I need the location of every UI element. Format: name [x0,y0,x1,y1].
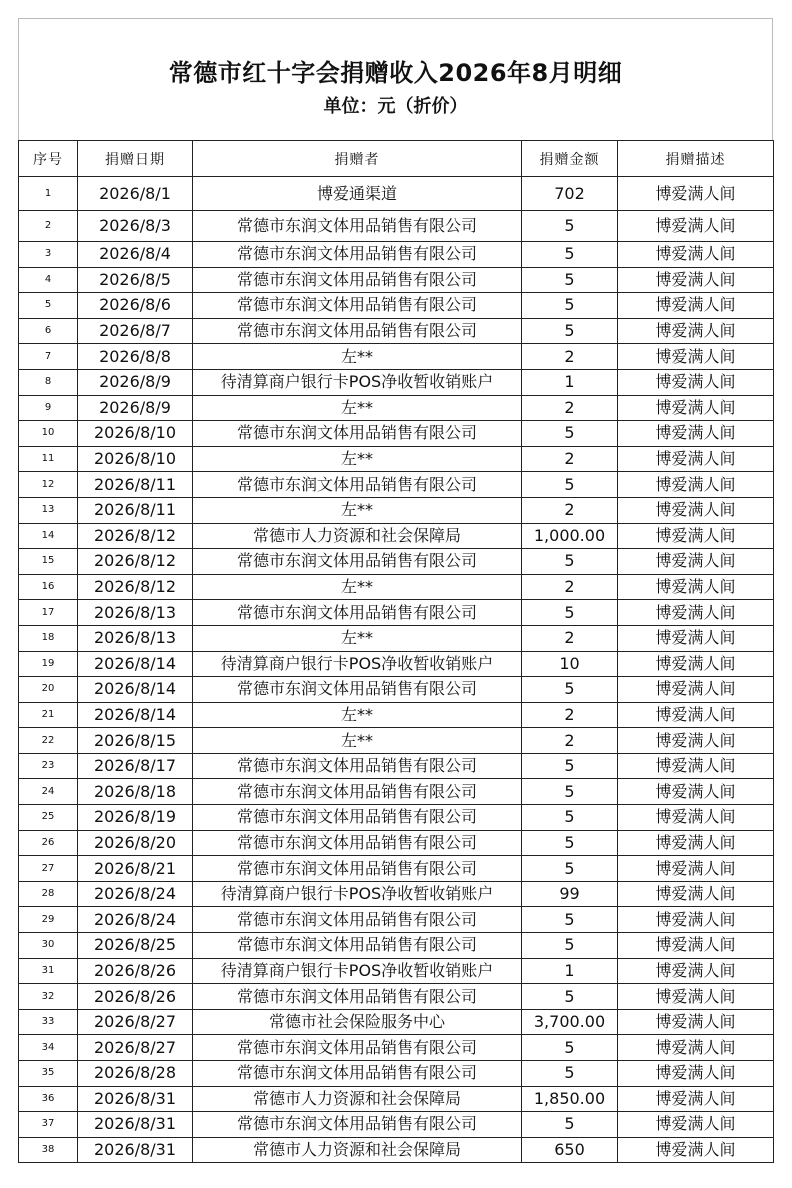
cell-date: 2026/8/7 [78,318,193,344]
cell-donor: 博爱通渠道 [193,177,522,211]
header-description: 捐赠描述 [618,141,774,177]
cell-description: 博爱满人间 [618,779,774,805]
table-row [19,600,774,626]
cell-amount: 2 [522,344,618,370]
cell-date: 2026/8/24 [78,907,193,933]
cell-date: 2026/8/4 [78,242,193,268]
cell-donor: 常德市东润文体用品销售有限公司 [193,933,522,959]
cell-index: 8 [19,369,78,395]
cell-donor: 常德市东润文体用品销售有限公司 [193,421,522,447]
cell-description: 博爱满人间 [618,702,774,728]
cell-donor: 常德市东润文体用品销售有限公司 [193,830,522,856]
cell-amount: 5 [522,421,618,447]
donation-table [18,140,774,1163]
cell-donor: 待清算商户银行卡POS净收暂收销账户 [193,651,522,677]
cell-index: 31 [19,958,78,984]
cell-index: 10 [19,421,78,447]
table-row [19,907,774,933]
table-row [19,472,774,498]
table-row [19,293,774,319]
table-row [19,984,774,1010]
cell-description: 博爱满人间 [618,523,774,549]
cell-amount: 2 [522,625,618,651]
cell-donor: 常德市东润文体用品销售有限公司 [193,211,522,242]
cell-date: 2026/8/18 [78,779,193,805]
cell-description: 博爱满人间 [618,1009,774,1035]
cell-description: 博爱满人间 [618,1137,774,1163]
cell-description: 博爱满人间 [618,293,774,319]
cell-date: 2026/8/3 [78,211,193,242]
cell-date: 2026/8/1 [78,177,193,211]
cell-index: 15 [19,549,78,575]
table-header-row [19,141,774,177]
cell-description: 博爱满人间 [618,1112,774,1138]
cell-amount: 5 [522,600,618,626]
cell-date: 2026/8/19 [78,805,193,831]
table-row [19,497,774,523]
cell-description: 博爱满人间 [618,1035,774,1061]
cell-date: 2026/8/28 [78,1061,193,1087]
cell-description: 博爱满人间 [618,395,774,421]
cell-date: 2026/8/20 [78,830,193,856]
cell-date: 2026/8/13 [78,600,193,626]
document-title: 常德市红十字会捐赠收入2026年8月明细 [168,59,623,87]
cell-date: 2026/8/26 [78,958,193,984]
cell-description: 博爱满人间 [618,881,774,907]
cell-donor: 待清算商户银行卡POS净收暂收销账户 [193,958,522,984]
cell-description: 博爱满人间 [618,497,774,523]
cell-donor: 常德市东润文体用品销售有限公司 [193,267,522,293]
cell-donor: 常德市东润文体用品销售有限公司 [193,1035,522,1061]
cell-description: 博爱满人间 [618,856,774,882]
cell-index: 29 [19,907,78,933]
cell-description: 博爱满人间 [618,805,774,831]
cell-date: 2026/8/8 [78,344,193,370]
cell-amount: 2 [522,702,618,728]
table-row [19,1009,774,1035]
table-row [19,753,774,779]
header-donor: 捐赠者 [193,141,522,177]
table-row [19,395,774,421]
cell-amount: 5 [522,549,618,575]
cell-donor: 常德市东润文体用品销售有限公司 [193,753,522,779]
cell-index: 35 [19,1061,78,1087]
cell-donor: 常德市东润文体用品销售有限公司 [193,549,522,575]
cell-index: 32 [19,984,78,1010]
table-row [19,421,774,447]
cell-description: 博爱满人间 [618,933,774,959]
cell-date: 2026/8/31 [78,1137,193,1163]
cell-donor: 常德市人力资源和社会保障局 [193,1086,522,1112]
cell-index: 6 [19,318,78,344]
cell-date: 2026/8/17 [78,753,193,779]
cell-description: 博爱满人间 [618,1061,774,1087]
table-row [19,651,774,677]
table-body [19,177,774,1163]
cell-donor: 常德市东润文体用品销售有限公司 [193,984,522,1010]
table-row [19,1112,774,1138]
cell-date: 2026/8/15 [78,728,193,754]
cell-amount: 99 [522,881,618,907]
cell-amount: 1,000.00 [522,523,618,549]
cell-donor: 常德市东润文体用品销售有限公司 [193,472,522,498]
table-row [19,856,774,882]
cell-date: 2026/8/31 [78,1112,193,1138]
cell-index: 9 [19,395,78,421]
cell-amount: 10 [522,651,618,677]
cell-donor: 常德市东润文体用品销售有限公司 [193,805,522,831]
cell-index: 7 [19,344,78,370]
cell-index: 23 [19,753,78,779]
cell-description: 博爱满人间 [618,318,774,344]
cell-index: 1 [19,177,78,211]
cell-amount: 5 [522,677,618,703]
cell-index: 37 [19,1112,78,1138]
cell-donor: 常德市东润文体用品销售有限公司 [193,318,522,344]
cell-donor: 常德市东润文体用品销售有限公司 [193,856,522,882]
cell-index: 25 [19,805,78,831]
cell-index: 18 [19,625,78,651]
cell-donor: 待清算商户银行卡POS净收暂收销账户 [193,881,522,907]
cell-description: 博爱满人间 [618,446,774,472]
cell-amount: 5 [522,933,618,959]
cell-donor: 常德市人力资源和社会保障局 [193,1137,522,1163]
cell-description: 博爱满人间 [618,242,774,268]
cell-date: 2026/8/5 [78,267,193,293]
cell-amount: 650 [522,1137,618,1163]
cell-date: 2026/8/12 [78,549,193,575]
cell-date: 2026/8/27 [78,1035,193,1061]
cell-date: 2026/8/9 [78,369,193,395]
table-row [19,1061,774,1087]
cell-description: 博爱满人间 [618,472,774,498]
cell-donor: 常德市东润文体用品销售有限公司 [193,600,522,626]
cell-donor: 左** [193,728,522,754]
cell-index: 21 [19,702,78,728]
cell-description: 博爱满人间 [618,753,774,779]
cell-donor: 左** [193,344,522,370]
cell-date: 2026/8/21 [78,856,193,882]
cell-amount: 3,700.00 [522,1009,618,1035]
table-row [19,318,774,344]
cell-amount: 2 [522,395,618,421]
cell-date: 2026/8/25 [78,933,193,959]
cell-amount: 5 [522,472,618,498]
cell-donor: 左** [193,497,522,523]
cell-amount: 1 [522,958,618,984]
cell-description: 博爱满人间 [618,830,774,856]
cell-amount: 5 [522,830,618,856]
cell-date: 2026/8/11 [78,497,193,523]
cell-description: 博爱满人间 [618,421,774,447]
cell-donor: 常德市东润文体用品销售有限公司 [193,242,522,268]
cell-index: 30 [19,933,78,959]
cell-amount: 5 [522,907,618,933]
cell-date: 2026/8/11 [78,472,193,498]
cell-description: 博爱满人间 [618,211,774,242]
cell-donor: 左** [193,702,522,728]
table-row [19,830,774,856]
cell-amount: 2 [522,574,618,600]
cell-description: 博爱满人间 [618,984,774,1010]
cell-index: 36 [19,1086,78,1112]
cell-date: 2026/8/12 [78,574,193,600]
cell-amount: 5 [522,267,618,293]
table-row [19,369,774,395]
cell-description: 博爱满人间 [618,625,774,651]
table-row [19,933,774,959]
cell-index: 14 [19,523,78,549]
table-row [19,211,774,242]
cell-amount: 5 [522,984,618,1010]
cell-donor: 左** [193,574,522,600]
cell-amount: 5 [522,293,618,319]
cell-description: 博爱满人间 [618,677,774,703]
cell-index: 24 [19,779,78,805]
table-row [19,177,774,211]
cell-donor: 常德市东润文体用品销售有限公司 [193,1061,522,1087]
cell-amount: 5 [522,1112,618,1138]
table-row [19,549,774,575]
cell-index: 2 [19,211,78,242]
table-row [19,728,774,754]
table-row [19,344,774,370]
cell-date: 2026/8/14 [78,677,193,703]
cell-index: 22 [19,728,78,754]
cell-amount: 5 [522,805,618,831]
cell-index: 27 [19,856,78,882]
cell-amount: 702 [522,177,618,211]
cell-description: 博爱满人间 [618,907,774,933]
cell-donor: 常德市社会保险服务中心 [193,1009,522,1035]
table-row [19,677,774,703]
cell-date: 2026/8/14 [78,702,193,728]
cell-description: 博爱满人间 [618,728,774,754]
cell-amount: 1,850.00 [522,1086,618,1112]
cell-date: 2026/8/12 [78,523,193,549]
cell-index: 20 [19,677,78,703]
header-index: 序号 [19,141,78,177]
cell-amount: 5 [522,856,618,882]
cell-index: 26 [19,830,78,856]
cell-date: 2026/8/6 [78,293,193,319]
cell-date: 2026/8/27 [78,1009,193,1035]
cell-date: 2026/8/26 [78,984,193,1010]
cell-date: 2026/8/14 [78,651,193,677]
cell-amount: 2 [522,446,618,472]
table-row [19,779,774,805]
cell-donor: 待清算商户银行卡POS净收暂收销账户 [193,369,522,395]
cell-amount: 5 [522,1061,618,1087]
table-row [19,805,774,831]
cell-date: 2026/8/13 [78,625,193,651]
table-row [19,523,774,549]
table-row [19,1035,774,1061]
cell-description: 博爱满人间 [618,549,774,575]
table-row [19,702,774,728]
cell-amount: 2 [522,497,618,523]
document-header [18,18,773,140]
cell-donor: 常德市东润文体用品销售有限公司 [193,1112,522,1138]
table-row [19,242,774,268]
cell-amount: 5 [522,1035,618,1061]
cell-index: 12 [19,472,78,498]
cell-donor: 常德市东润文体用品销售有限公司 [193,779,522,805]
cell-description: 博爱满人间 [618,574,774,600]
cell-index: 3 [19,242,78,268]
cell-index: 28 [19,881,78,907]
cell-amount: 5 [522,211,618,242]
cell-index: 19 [19,651,78,677]
cell-amount: 1 [522,369,618,395]
cell-date: 2026/8/31 [78,1086,193,1112]
cell-donor: 左** [193,446,522,472]
cell-index: 11 [19,446,78,472]
cell-amount: 5 [522,779,618,805]
cell-amount: 5 [522,242,618,268]
table-row [19,267,774,293]
cell-date: 2026/8/24 [78,881,193,907]
cell-index: 34 [19,1035,78,1061]
header-date: 捐赠日期 [78,141,193,177]
cell-index: 33 [19,1009,78,1035]
table-row [19,446,774,472]
cell-index: 4 [19,267,78,293]
cell-description: 博爱满人间 [618,344,774,370]
cell-description: 博爱满人间 [618,177,774,211]
cell-description: 博爱满人间 [618,267,774,293]
cell-date: 2026/8/9 [78,395,193,421]
cell-index: 16 [19,574,78,600]
cell-index: 13 [19,497,78,523]
cell-amount: 5 [522,753,618,779]
cell-description: 博爱满人间 [618,1086,774,1112]
unit-subtitle: 单位：元（折价） [323,96,468,117]
cell-index: 5 [19,293,78,319]
cell-date: 2026/8/10 [78,446,193,472]
cell-index: 38 [19,1137,78,1163]
cell-donor: 常德市人力资源和社会保障局 [193,523,522,549]
cell-donor: 左** [193,395,522,421]
cell-date: 2026/8/10 [78,421,193,447]
table-row [19,1086,774,1112]
cell-index: 17 [19,600,78,626]
table-row [19,881,774,907]
header-amount: 捐赠金额 [522,141,618,177]
cell-donor: 常德市东润文体用品销售有限公司 [193,677,522,703]
cell-donor: 左** [193,625,522,651]
cell-description: 博爱满人间 [618,958,774,984]
table-row [19,625,774,651]
cell-donor: 常德市东润文体用品销售有限公司 [193,907,522,933]
cell-description: 博爱满人间 [618,369,774,395]
table-row [19,1137,774,1163]
cell-description: 博爱满人间 [618,651,774,677]
table-row [19,574,774,600]
table-row [19,958,774,984]
cell-description: 博爱满人间 [618,600,774,626]
cell-amount: 2 [522,728,618,754]
cell-amount: 5 [522,318,618,344]
cell-donor: 常德市东润文体用品销售有限公司 [193,293,522,319]
